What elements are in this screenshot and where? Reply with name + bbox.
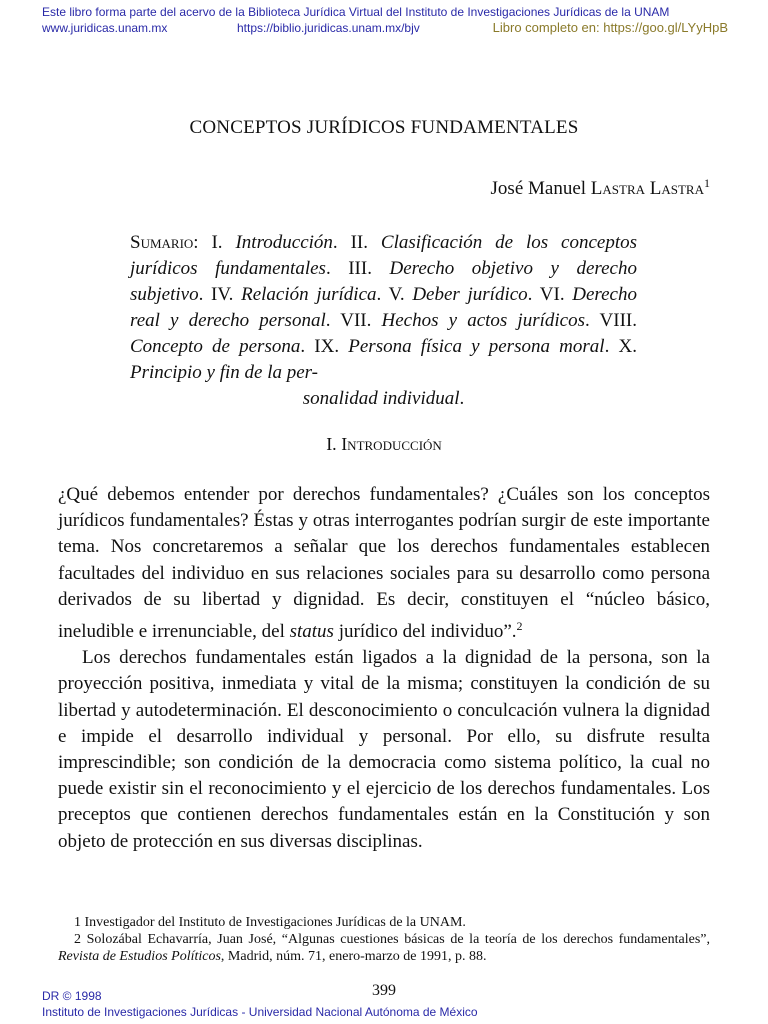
- summary-item-number: . VI.: [527, 284, 573, 305]
- summary-item-number: : I.: [193, 232, 236, 253]
- summary-contents: [130, 232, 637, 383]
- author-first-name: José Manuel: [490, 178, 591, 199]
- summary-item-title: Persona física y persona moral: [348, 336, 605, 357]
- summary-item-number: . VII.: [325, 310, 382, 331]
- summary-item-title: Concepto de persona: [130, 336, 301, 357]
- paragraph-1: ¿Qué debemos entender por derechos fundamentales? ¿Cuáles son los conceptos jurídicos fundamentales? Éstas y otras interrogantes podrían surgir de este importante tema. Nos concretaremos a señalar que los derechos fundamentales establecen facultades del individuo en sus relaciones sociales para su desarrollo como persona derivados de su libertad y dignidad. Es decir, constituyen el “núcleo básico, ineludible e irrenunciable, del status jurídico del individuo”.$^2$: [58, 484, 710, 643]
- summary-item-title: Derecho objetivo y derecho subjetivo: [130, 258, 637, 305]
- footnotes: [58, 914, 710, 965]
- author-surname: Lastra Lastra: [590, 178, 704, 199]
- institution-footer: Instituto de Investigaciones Jurídicas - Universidad Nacional Autónoma de México: [42, 1005, 478, 1019]
- section-title: Introducción: [341, 434, 442, 454]
- summary-item-number: . V.: [376, 284, 413, 305]
- body-text: [58, 482, 710, 855]
- summary-label: Sumario: [130, 232, 194, 253]
- copyright-notice: DR © 1998: [42, 989, 102, 1003]
- summary-item-title: Introducción: [235, 232, 333, 253]
- page-number: 399: [372, 982, 396, 999]
- bjv-link[interactable]: https://biblio.juridicas.unam.mx/bjv: [237, 21, 420, 35]
- footnote-ref-2[interactable]: 2: [516, 619, 523, 634]
- library-notice: Este libro forma parte del acervo de la Biblioteca Jurídica Virtual del Instituto de Investigaciones Jurídicas de la UNAM: [42, 5, 670, 19]
- summary-item-title: Principio y fin de la per-: [130, 362, 318, 383]
- summary-item-title: Deber jurídico: [412, 284, 528, 305]
- section-heading: [0, 434, 768, 455]
- footnote-ref-1[interactable]: 1: [704, 176, 710, 190]
- summary-item-title: Clasificación de los conceptos jurídicos fundamentales: [130, 232, 638, 279]
- summary-last-line: sonalidad individual.: [302, 388, 465, 409]
- footnote-2: 2 Solozábal Echavarría, Juan José, “Algunas cuestiones básicas de la teoría de los derechos fundamentales”, Revista de Estudios Políticos, Madrid, núm. 71, enero-marzo de 1991, p. 88.: [58, 932, 710, 964]
- summary-item-number: . X.: [604, 336, 637, 357]
- summary-item-number: . VIII.: [585, 310, 637, 331]
- summary-item-title: Derecho real y derecho personal: [130, 284, 637, 331]
- summary-item-number: . III.: [325, 258, 390, 279]
- author: [491, 176, 710, 200]
- section-number: I.: [326, 434, 342, 454]
- summary-item-number: . IV.: [198, 284, 242, 305]
- chapter-title: CONCEPTOS JURÍDICOS FUNDAMENTALES: [189, 117, 579, 138]
- paragraph-2: Los derechos fundamentales están ligados a la dignidad de la persona, son la proyección positiva, inmediata y vital de la misma; constituyen la condición de su libertad y autodeterminación. El desconocimiento o conculcación vulnera la dignidad e impide el desarrollo individual y personal. Por ello, su disfrute resulta imprescindible; son condición de la democracia como sistema político, la cual no puede existir sin el reconocimiento y el ejercicio de los derechos fundamentales. Los preceptos que contienen derechos fundamentales están en la Constitución y son objeto de protección en sus diversas disciplinas.: [58, 647, 710, 852]
- chapter-summary: [130, 230, 637, 412]
- summary-item-number: . II.: [332, 232, 381, 253]
- site-link[interactable]: www.juridicas.unam.mx: [42, 21, 168, 35]
- summary-item-number: . IX.: [300, 336, 349, 357]
- full-book-link[interactable]: Libro completo en: https://goo.gl/LYyHpB: [492, 20, 728, 35]
- footnote-1: 1 Investigador del Instituto de Investigaciones Jurídicas de la UNAM.: [74, 915, 466, 930]
- summary-item-title: Relación jurídica: [241, 284, 377, 305]
- summary-item-title: Hechos y actos jurídicos: [381, 310, 585, 331]
